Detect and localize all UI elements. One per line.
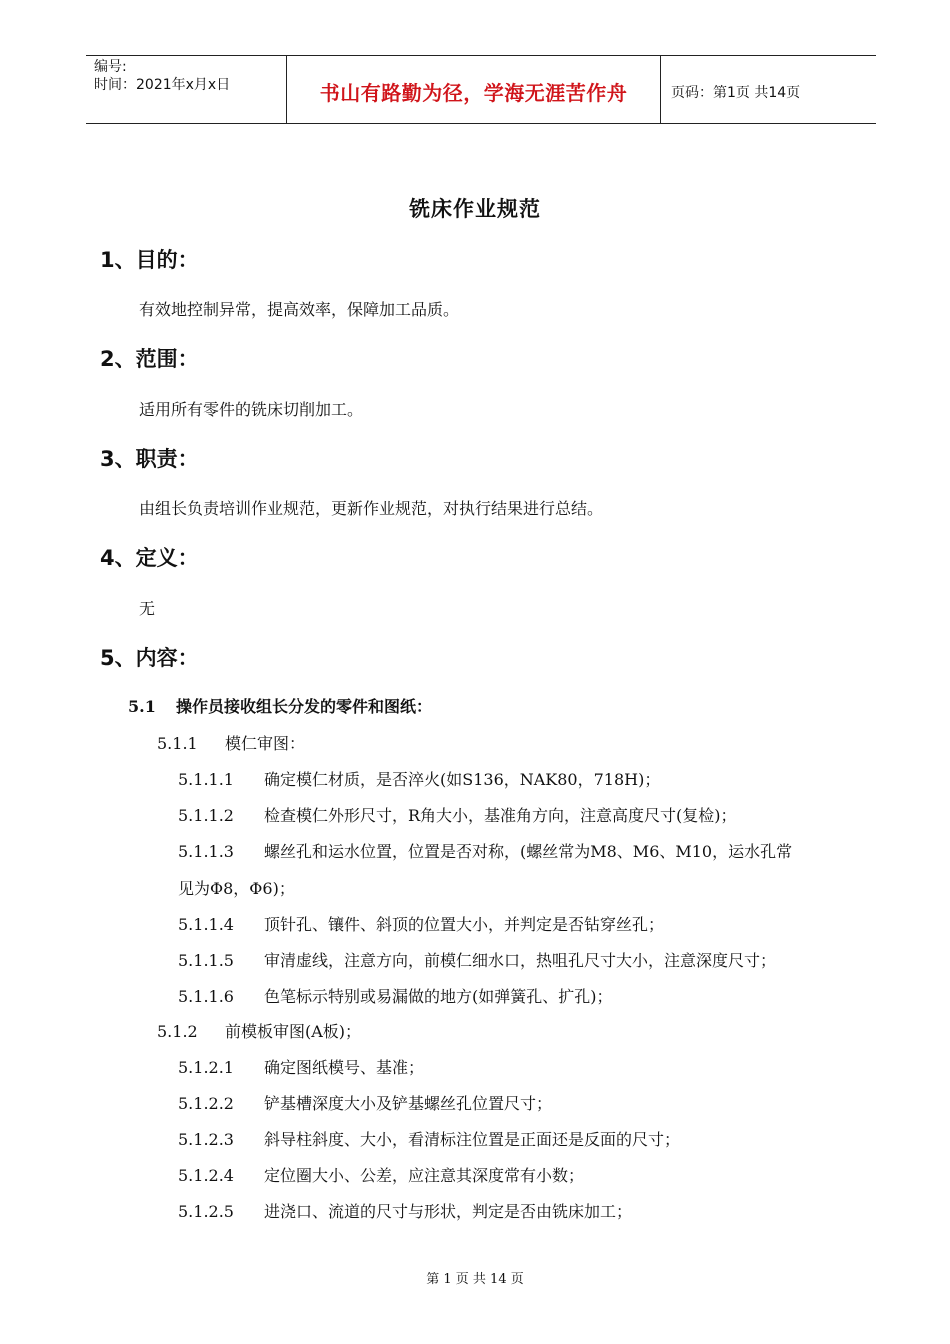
item-number: 5.1.2.4: [178, 1166, 234, 1185]
item-text: 进浇口、流道的尺寸与形状，判定是否由铣床加工；: [264, 1202, 633, 1221]
clause-5-1: [128, 694, 432, 717]
clause-number: 5.1: [128, 697, 156, 716]
list-item: [178, 1127, 680, 1150]
document-title: 铣床作业规范: [409, 196, 541, 221]
list-item: [178, 1055, 424, 1078]
doc-time-label: 时间：2021年x月x日: [94, 77, 231, 93]
item-number: 5.1.2.1: [178, 1058, 234, 1077]
list-item: [178, 839, 792, 862]
item-text: 审清虚线，注意方向，前模仁细水口，热咀孔尺寸大小，注意深度尺寸；: [264, 951, 777, 970]
item-number: 5.1.1.5: [178, 951, 234, 970]
clause-text: 操作员接收组长分发的零件和图纸：: [176, 697, 433, 716]
page-header: [86, 55, 876, 124]
page-footer: 第 1 页 共 14 页: [426, 1272, 524, 1287]
clause-5-1-1: [157, 731, 305, 754]
list-item: [178, 1199, 632, 1222]
item-number: 5.1.2.5: [178, 1202, 234, 1221]
item-text: 铲基槽深度大小及铲基螺丝孔位置尺寸；: [264, 1094, 553, 1113]
list-item: [178, 1163, 584, 1186]
section-body-responsibility: 由组长负责培训作业规范，更新作业规范，对执行结果进行总结。: [139, 499, 604, 518]
list-item: [178, 912, 664, 935]
header-page-info: 页码：第1页 共14页: [671, 84, 801, 101]
item-number: 5.1.1.2: [178, 806, 234, 825]
list-item-continuation: 见为Φ8，Φ6)；: [178, 879, 295, 898]
clause-text: 前模板审图(A板)；: [225, 1022, 362, 1041]
item-text: 色笔标示特别或易漏做的地方(如弹簧孔、扩孔)；: [264, 987, 613, 1006]
list-item: [178, 948, 776, 971]
clause-text: 模仁审图：: [225, 734, 306, 753]
clause-number: 5.1.2: [157, 1022, 198, 1041]
clause-5-1-2: [157, 1019, 361, 1042]
item-number: 5.1.1.3: [178, 842, 234, 861]
header-motto-cell: [287, 56, 661, 123]
item-text: 检查模仁外形尺寸，R角大小，基准角方向，注意高度尺寸(复检)；: [264, 806, 737, 825]
item-number: 5.1.1.6: [178, 987, 234, 1006]
section-heading-responsibility: 3、职责：: [100, 447, 199, 471]
section-heading-content: 5、内容：: [100, 646, 199, 670]
header-motto: 书山有路勤为径，学海无涯苦作舟: [319, 81, 628, 105]
doc-number-label: 编号:: [94, 59, 127, 75]
item-text: 斜导柱斜度、大小，看清标注位置是正面还是反面的尺寸；: [264, 1130, 681, 1149]
list-item: [178, 1091, 552, 1114]
section-heading-definition: 4、定义：: [100, 546, 199, 570]
section-body-purpose: 有效地控制异常，提高效率，保障加工品质。: [139, 300, 460, 319]
clause-number: 5.1.1: [157, 734, 198, 753]
list-item: [178, 767, 660, 790]
item-text: 定位圈大小、公差，应注意其深度常有小数；: [264, 1166, 585, 1185]
header-meta: [86, 56, 287, 123]
section-body-scope: 适用所有零件的铣床切削加工。: [139, 400, 364, 419]
section-heading-purpose: 1、目的：: [100, 248, 199, 272]
item-number: 5.1.2.3: [178, 1130, 234, 1149]
item-text: 顶针孔、镶件、斜顶的位置大小，并判定是否钻穿丝孔；: [264, 915, 665, 934]
item-number: 5.1.2.2: [178, 1094, 234, 1113]
list-item: [178, 803, 737, 826]
list-item: [178, 984, 613, 1007]
item-text: 确定图纸模号、基准；: [264, 1058, 425, 1077]
section-body-definition: 无: [139, 599, 156, 618]
item-number: 5.1.1.4: [178, 915, 234, 934]
item-text: 螺丝孔和运水位置，位置是否对称，(螺丝常为M8、M6、M10，运水孔常: [264, 842, 793, 861]
item-text: 确定模仁材质，是否淬火(如S136，NAK80，718H)；: [264, 770, 661, 789]
item-number: 5.1.1.1: [178, 770, 234, 789]
section-heading-scope: 2、范围：: [100, 347, 199, 371]
